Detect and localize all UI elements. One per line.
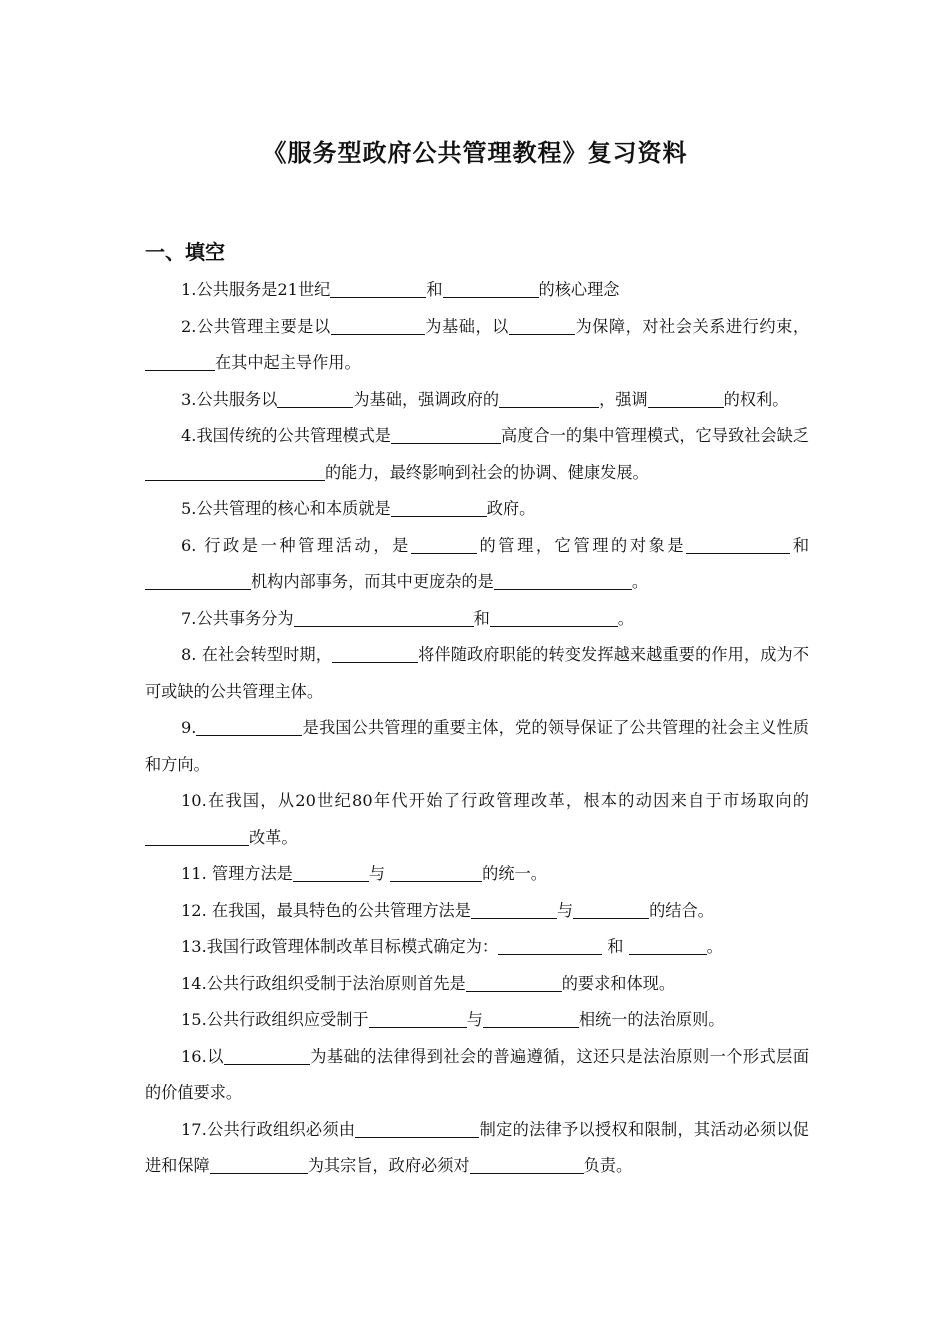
question-text: 制定的法律予以授权和限制，其活动必须以促进和保障	[145, 1119, 809, 1175]
question-item	[145, 637, 809, 710]
question-text: 相统一的法治原则。	[578, 1010, 725, 1029]
question-text: 17.公共行政组织必须由	[181, 1119, 356, 1139]
answer-blank	[210, 1155, 308, 1174]
fill-in-blank-list	[145, 272, 809, 1185]
question-item	[145, 491, 809, 528]
question-text: 2.公共管理主要是以	[181, 316, 331, 336]
question-text: 的统一。	[482, 864, 547, 883]
question-text: 政府。	[486, 499, 536, 518]
question-text: 的管理，它管理的对象是	[476, 535, 687, 555]
question-text: 的能力，最终影响到社会的协调、健康发展。	[325, 462, 649, 482]
question-item	[145, 1112, 809, 1185]
question-text: 5.公共管理的核心和本质就是	[181, 499, 391, 518]
question-item	[145, 966, 809, 1003]
answer-blank	[629, 936, 707, 955]
answer-blank	[466, 973, 562, 992]
question-text: 3.公共服务以	[181, 389, 278, 409]
answer-blank	[145, 827, 249, 846]
question-item	[145, 418, 809, 491]
answer-blank	[573, 900, 649, 919]
answer-blank	[499, 389, 599, 408]
question-text: 。	[617, 608, 634, 628]
question-text: 改革。	[249, 827, 298, 847]
answer-blank	[494, 571, 632, 590]
question-item	[145, 272, 809, 309]
answer-blank	[490, 608, 618, 627]
answer-blank	[391, 425, 501, 444]
question-text: 10.在我国，从20世纪80年代开始了行政管理改革，根本的动因来自于市场取向的	[181, 791, 809, 810]
question-text: 为基础，强调政府的	[353, 389, 500, 409]
answer-blank	[224, 1046, 310, 1065]
question-item	[145, 1002, 809, 1039]
question-text: 。	[631, 572, 648, 591]
section-heading: 一、填空	[145, 240, 225, 264]
question-text: 与	[466, 1010, 483, 1029]
question-text: 6. 行政是一种管理活动，是	[181, 535, 411, 555]
question-text: 1.公共服务是21世纪	[181, 280, 331, 299]
answer-blank	[355, 1119, 479, 1138]
question-text: 和	[426, 280, 443, 299]
question-text: 和	[473, 608, 490, 628]
question-text: 为其宗旨，政府必须对	[307, 1156, 470, 1175]
question-text: 将伴随政府职能的转变发挥越来越重要的作用，成为不可或缺的公共管理主体。	[145, 645, 810, 701]
document-title: 《服务型政府公共管理教程》复习资料	[262, 139, 688, 167]
answer-blank	[293, 863, 369, 882]
question-text: 11. 管理方法是	[181, 864, 293, 883]
question-text: 在其中起主导作用。	[215, 353, 361, 372]
answer-blank	[332, 644, 418, 663]
question-text: 与	[368, 864, 391, 883]
question-text: 的权利。	[723, 389, 789, 409]
question-text: 和	[602, 937, 629, 956]
answer-blank	[498, 936, 602, 955]
question-item	[145, 783, 809, 856]
question-item	[145, 528, 809, 601]
question-text: 和	[790, 535, 810, 555]
answer-blank	[411, 535, 477, 554]
question-text: 为保障，对社会关系进行约束，	[574, 316, 810, 336]
question-item	[145, 893, 809, 930]
answer-blank	[471, 900, 557, 919]
answer-blank	[509, 316, 575, 335]
question-text: 15.公共行政组织应受制于	[181, 1010, 369, 1029]
question-text: 是我国公共管理的重要主体，党的领导保证了公共管理的社会主义性质和方向。	[145, 718, 809, 774]
question-text: 的要求和体现。	[561, 973, 676, 993]
answer-blank	[330, 279, 426, 298]
question-text: 9.	[181, 718, 197, 737]
answer-blank	[686, 535, 790, 554]
answer-blank	[331, 316, 425, 335]
question-text: 与	[556, 900, 574, 920]
answer-blank	[294, 608, 474, 627]
question-item	[145, 1039, 809, 1112]
question-text: 14.公共行政组织受制于法治原则首先是	[181, 973, 466, 993]
question-text: 负责。	[583, 1156, 633, 1175]
question-text: 的结合。	[649, 900, 714, 920]
answer-blank	[470, 1155, 584, 1174]
question-text: 的核心理念	[538, 280, 620, 299]
question-text: ，强调	[599, 389, 648, 409]
answer-blank	[369, 1009, 467, 1028]
answer-blank	[145, 462, 325, 481]
question-text: 4.我国传统的公共管理模式是	[181, 426, 391, 445]
question-text: 。	[706, 937, 723, 956]
question-item	[145, 856, 809, 893]
question-text: 机构内部事务，而其中更庞杂的是	[251, 572, 494, 591]
answer-blank	[145, 352, 215, 371]
question-item	[145, 929, 809, 966]
answer-blank	[145, 571, 251, 590]
answer-blank	[443, 279, 539, 298]
question-text: 13.我国行政管理体制改革目标模式确定为：	[181, 937, 499, 956]
question-item	[145, 309, 809, 382]
answer-blank	[390, 863, 482, 882]
question-text: 12. 在我国，最具特色的公共管理方法是	[181, 900, 471, 920]
question-text: 高度合一的集中管理模式，它导致社会缺乏	[501, 426, 809, 445]
answer-blank	[391, 498, 487, 517]
question-text: 为基础的法律得到社会的普遍遵循，这还只是法治原则一个形式层面的价值要求。	[145, 1046, 810, 1102]
question-text: 为基础，以	[424, 316, 509, 336]
question-text: 16.以	[181, 1046, 224, 1066]
question-item	[145, 601, 809, 638]
answer-blank	[483, 1009, 579, 1028]
question-text: 8. 在社会转型时期，	[181, 645, 333, 664]
answer-blank	[196, 717, 302, 736]
answer-blank	[277, 389, 353, 408]
question-item	[145, 710, 809, 783]
question-text: 7.公共事务分为	[181, 608, 294, 628]
question-item	[145, 382, 809, 419]
answer-blank	[648, 389, 724, 408]
